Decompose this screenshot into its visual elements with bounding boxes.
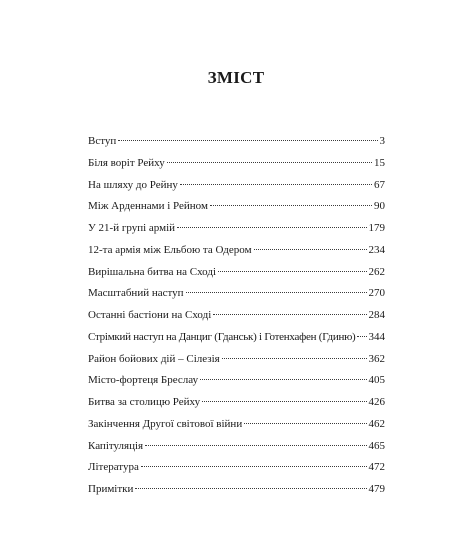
toc-entry-page: 3 — [379, 135, 385, 147]
toc-entry-title: Література — [88, 461, 139, 474]
toc-entry-title: 12-та армія між Ельбою та Одером — [88, 243, 252, 256]
toc-dot-leader — [135, 488, 366, 489]
toc-dot-leader — [180, 184, 372, 185]
contents-heading: ЗМІСТ — [207, 68, 265, 87]
toc-dot-leader — [202, 401, 366, 402]
toc-entry — [88, 417, 385, 439]
toc-entry — [88, 373, 385, 395]
toc-entry — [88, 482, 385, 504]
toc-dot-leader — [177, 227, 366, 228]
toc-entry-page: 67 — [374, 178, 385, 191]
toc-entry-title: Масштабний наступ — [88, 287, 184, 300]
toc-entry-title: У 21-й групі армій — [88, 222, 176, 234]
toc-dot-leader — [222, 358, 367, 359]
toc-entry — [88, 199, 385, 221]
toc-entry-page: 465 — [368, 439, 385, 452]
toc-dot-leader — [210, 205, 372, 206]
toc-entry-page: 270 — [368, 287, 385, 300]
toc-dot-leader — [213, 314, 366, 315]
toc-entry-title: На шляху до Рейну — [88, 178, 178, 191]
toc-dot-leader — [200, 379, 366, 380]
toc-dot-leader — [357, 336, 366, 337]
toc-entry-title: Між Арденнами і Рейном — [88, 200, 208, 213]
toc-entry — [88, 308, 385, 330]
toc-entry-page: 234 — [368, 243, 385, 256]
toc-dot-leader — [254, 249, 367, 250]
toc-dot-leader — [244, 423, 366, 424]
toc-dot-leader — [186, 292, 367, 293]
toc-entry — [88, 243, 385, 265]
toc-entry-title: Місто-фортеця Бреслау — [88, 374, 199, 387]
toc-entry-title: Біля воріт Рейху — [88, 156, 165, 169]
toc-dot-leader — [145, 445, 366, 446]
toc-entry — [88, 178, 385, 200]
toc-entry-page: 426 — [368, 396, 385, 408]
toc-entry-title: Капітуляція — [88, 439, 144, 452]
toc-entry — [88, 286, 385, 308]
toc-entry-title: Вступ — [88, 135, 117, 147]
toc-entry-page: 472 — [368, 461, 385, 474]
toc-entry — [88, 395, 385, 417]
toc-entry-title: Останні бастіони на Сході — [88, 309, 212, 321]
toc-entry-page: 179 — [368, 222, 385, 234]
toc-entry-page: 479 — [368, 483, 385, 495]
toc-entry — [88, 265, 385, 287]
toc-dot-leader — [141, 466, 367, 467]
toc-entry — [88, 439, 385, 461]
toc-entry — [88, 330, 385, 352]
toc-entry-page: 90 — [374, 200, 385, 213]
toc-entry-page: 262 — [368, 265, 385, 278]
toc-entry-title: Битва за столицю Рейху — [88, 396, 201, 408]
toc-entry — [88, 352, 385, 374]
toc-entry-page: 462 — [368, 417, 385, 430]
toc-entry-page: 284 — [368, 309, 385, 321]
toc-entry-title: Вирішальна битва на Сході — [88, 265, 216, 278]
toc-entry-page: 362 — [368, 352, 385, 365]
toc-entry-page: 344 — [368, 330, 385, 343]
toc-entry-title: Стрімкий наступ на Данциг (Гданськ) і Готенхафен (Гдиню) — [88, 330, 356, 343]
toc-entry — [88, 460, 385, 482]
toc-entry-title: Закінчення Другої світової війни — [88, 417, 243, 430]
toc-entry — [88, 221, 385, 243]
toc-dot-leader — [118, 140, 377, 141]
toc-entry — [88, 134, 385, 156]
toc-entry-page: 15 — [374, 156, 385, 169]
toc-entry-title: Район бойових дій – Сілезія — [88, 352, 220, 365]
toc-entry-title: Примітки — [88, 483, 134, 495]
toc-dot-leader — [167, 162, 372, 163]
toc-entry — [88, 156, 385, 178]
toc-entry-page: 405 — [368, 374, 385, 387]
toc-dot-leader — [218, 271, 367, 272]
table-of-contents — [88, 134, 385, 504]
